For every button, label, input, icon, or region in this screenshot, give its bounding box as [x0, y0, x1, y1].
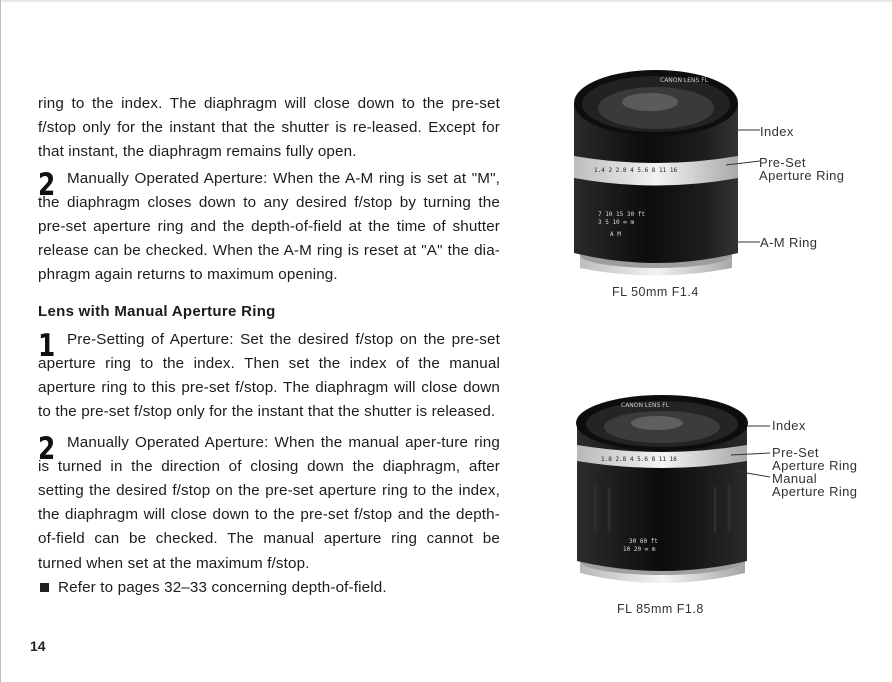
- bullet-icon: [40, 583, 49, 592]
- bullet-note: Refer to pages 32–33 concerning depth-of-field.: [38, 576, 500, 600]
- callout-preset: Pre-Set: [759, 155, 806, 170]
- caption-85mm: FL 85mm F1.8: [617, 602, 704, 616]
- callout-aperture-ring: Aperture Ring: [759, 168, 845, 183]
- lens-photo-50mm: [560, 68, 760, 283]
- step-presetting: [38, 328, 500, 425]
- step-manual-aperture-am: [38, 167, 500, 288]
- step-text: Manually Operated Aperture: When the manual aper-ture ring is turned in the direction of closing down the diaphragm, after setting the desired f/stop on the pre-set aperture ring to the index, the diaphragm will close down to the pre-set f/stop and the depth-of-field can be checked. The manual aperture ring cannot be turned when set at the maximum f/stop.: [38, 433, 500, 572]
- caption-50mm: FL 50mm F1.4: [612, 285, 699, 299]
- svg-text:3 5 10 ∞ m: 3 5 10 ∞ m: [598, 219, 635, 226]
- svg-text:1.8 2.8 4 5.6 8 11 16: 1.8 2.8 4 5.6 8 11 16: [601, 456, 677, 463]
- callout-manual-aperture-ring-85: Aperture Ring: [772, 484, 858, 499]
- page-number: 14: [30, 638, 46, 654]
- callout-manual-85: Manual: [772, 471, 818, 486]
- svg-text:7 10 15 30 ft: 7 10 15 30 ft: [598, 211, 645, 218]
- callout-index: Index: [760, 124, 794, 139]
- callout-index-85: Index: [772, 418, 806, 433]
- svg-text:30 60 ft: 30 60 ft: [629, 538, 658, 545]
- step-number: 2: [38, 166, 56, 203]
- text-column: [38, 92, 500, 600]
- lens-brand-text: CANON LENS FL: [621, 402, 670, 409]
- step-text: Manually Operated Aperture: When the A-M ring is set at "M", the diaphragm closes down to any desired f/stop by turning the pre-set aperture ring and the depth-of-field at the time of shutter release can be checked. When the A-M ring is reset at "A" the dia-phragm again returns to maximum opening.: [38, 169, 500, 284]
- svg-text:10 20 ∞ m: 10 20 ∞ m: [623, 546, 656, 553]
- svg-text:1.4 2 2.8 4 5.6 8 11 16: 1.4 2 2.8 4 5.6 8 11 16: [594, 167, 678, 174]
- step-text: Pre-Setting of Aperture: Set the desired f/stop on the pre-set aperture ring to the index. Then set the index of the manual aperture ring to this pre-set f/stop. The diaphragm will close down to the pre-set f/stop only for the instant that the shutter is released.: [38, 330, 500, 421]
- step-manual-aperture-ring: [38, 431, 500, 576]
- lens-brand-text: CANON LENS FL: [660, 77, 709, 84]
- paragraph-continuation: ring to the index. The diaphragm will close down to the pre-set f/stop only for the instant that the shutter is re-leased. Except for that instant, the diaphragm remains fully open.: [38, 95, 500, 161]
- step-number: 1: [38, 327, 56, 364]
- callout-am-ring: A-M Ring: [760, 235, 818, 250]
- svg-text:A M: A M: [610, 231, 621, 238]
- callout-preset-85: Pre-Set: [772, 445, 819, 460]
- callout-aperture-ring-85: Aperture Ring: [772, 458, 858, 473]
- section-heading: Lens with Manual Aperture Ring: [38, 302, 276, 320]
- lens-photo-85mm: [565, 393, 775, 593]
- step-number: 2: [38, 430, 56, 467]
